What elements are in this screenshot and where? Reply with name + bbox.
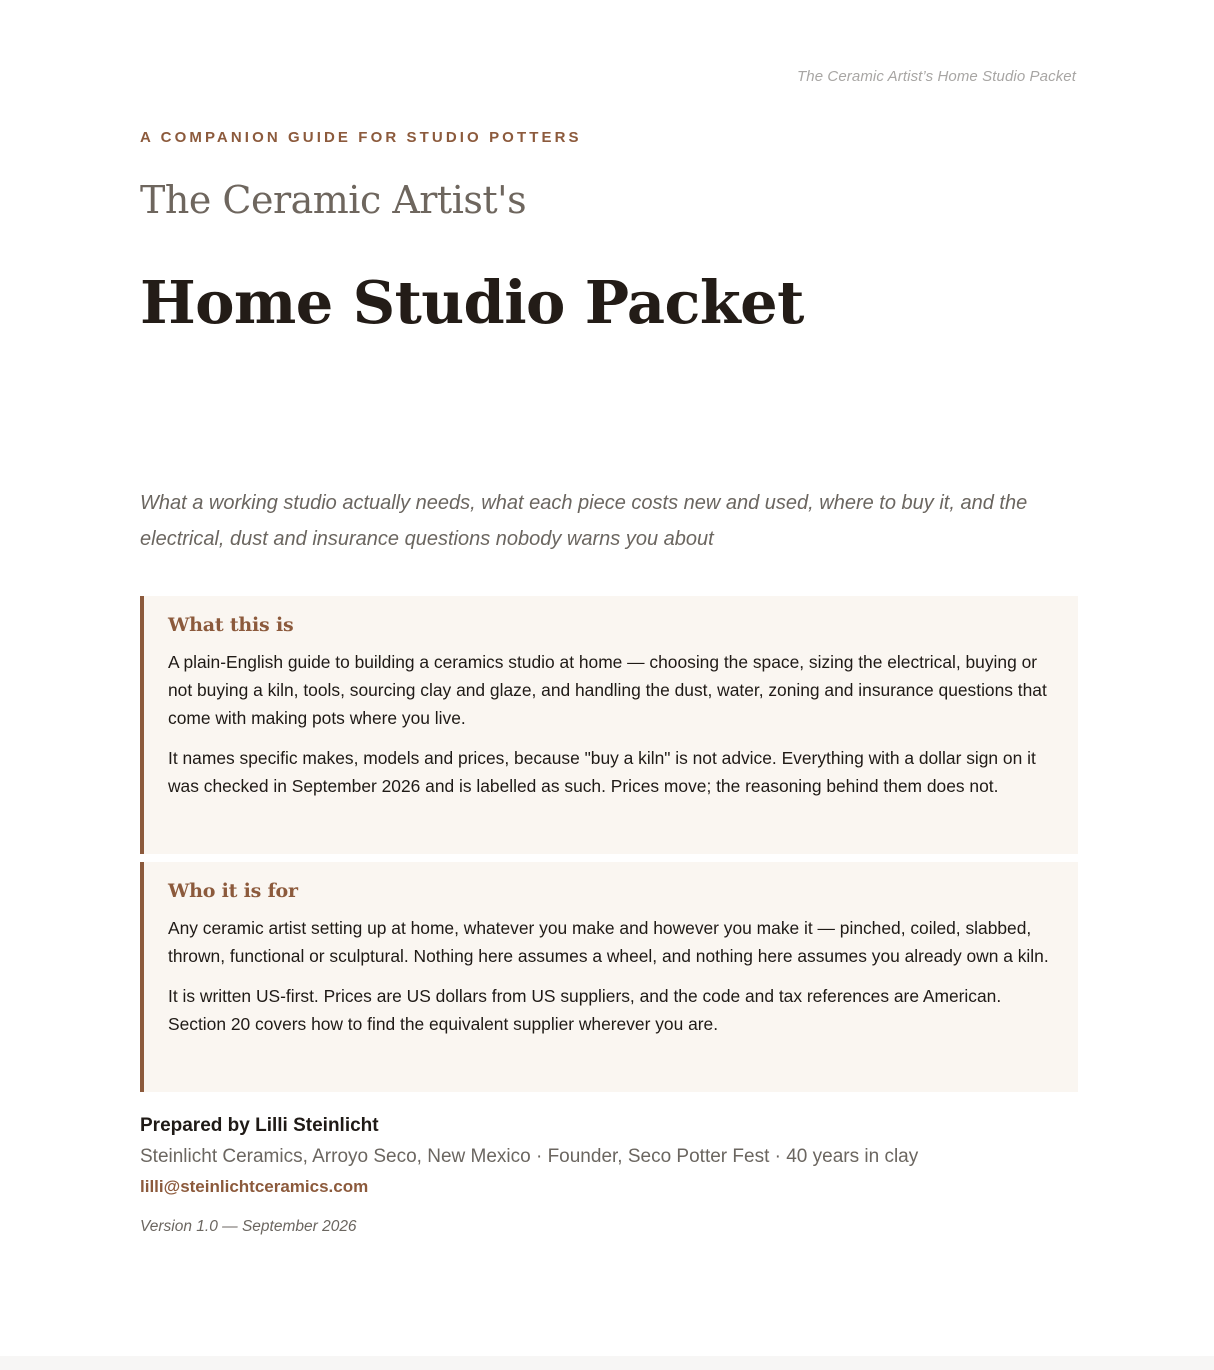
callout-heading: What this is (168, 614, 294, 636)
callout-paragraph: A plain-English guide to building a ceramics studio at home — choosing the space, sizing the electrical, buying or not buying a kiln, tools, sourcing clay and glaze, and handling the dust, water, zoning and insurance questions that come with making pots where you live. (168, 652, 1047, 728)
title-line-1: The Ceramic Artist's (140, 178, 527, 222)
callout-paragraph: Any ceramic artist setting up at home, whatever you make and however you make it — pinched, coiled, slabbed, thrown, functional or sculptural. Nothing here assumes a wheel, and nothing here assumes you already own a kiln. (168, 918, 1049, 966)
callout-paragraph: It is written US-first. Prices are US dollars from US suppliers, and the code and tax references are American. Section 20 covers how to find the equivalent supplier wherever you are. (168, 986, 1002, 1034)
author-affiliation: Steinlicht Ceramics, Arroyo Seco, New Mexico · Founder, Seco Potter Fest · 40 years in clay (140, 1146, 919, 1167)
page-title: Home Studio Packet (140, 268, 804, 337)
callout-heading: Who it is for (168, 880, 298, 902)
version-label: Version 1.0 — September 2026 (140, 1218, 357, 1235)
author-email-link[interactable]: lilli@steinlichtceramics.com (140, 1177, 369, 1196)
prepared-by: Prepared by Lilli Steinlicht (140, 1115, 379, 1136)
running-header: The Ceramic Artist’s Home Studio Packet (797, 68, 1076, 85)
callout-paragraph: It names specific makes, models and prices, because "buy a kiln" is not advice. Everything with a dollar sign on it was checked in September 2026 and is labelled as such. Prices move; the reasoning behind them does not. (168, 748, 1036, 796)
subtitle: What a working studio actually needs, what each piece costs new and used, where to buy it, and the electrical, dust and insurance questions nobody warns you about (140, 492, 1028, 550)
callout-what-this-is (140, 596, 1078, 854)
eyebrow-label: A COMPANION GUIDE FOR STUDIO POTTERS (140, 129, 582, 146)
callout-who-it-is-for (140, 862, 1078, 1092)
